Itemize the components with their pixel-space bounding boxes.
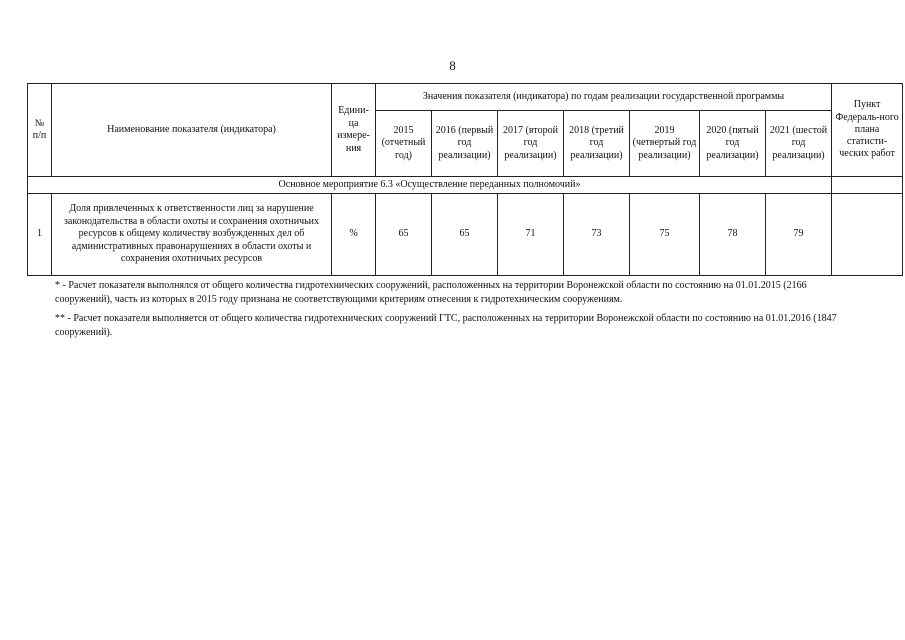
header-year-2016: 2016 (первый год реализации) bbox=[432, 111, 498, 177]
header-year-2018: 2018 (третий год реализации) bbox=[564, 111, 630, 177]
row-value-2017: 71 bbox=[498, 194, 564, 276]
row-unit: % bbox=[332, 194, 376, 276]
header-num: № п/п bbox=[28, 84, 52, 177]
row-stat-plan bbox=[832, 194, 903, 276]
row-value-2018: 73 bbox=[564, 194, 630, 276]
table-row bbox=[28, 194, 903, 276]
header-name: Наименование показателя (индикатора) bbox=[52, 84, 332, 177]
row-value-2016: 65 bbox=[432, 194, 498, 276]
section-title: Основное мероприятие 6.3 «Осуществление переданных полномочий» bbox=[28, 177, 832, 194]
header-values-group: Значения показателя (индикатора) по годам реализации государственной программы bbox=[376, 84, 832, 111]
footnote-1: * - Расчет показателя выполнялся от общего количества гидротехнических сооружений, расположенных на территории Воронежской области по состоянию на 01.01.2015 (2166 сооружений), часть из которых в 2015 году признана не соответствующими критериям отнесения к гидротехническим сооружениям. bbox=[55, 280, 807, 305]
row-indicator-name: Доля привлеченных к ответственности лиц за нарушение законодательства в области охоты и сохранения охотничьих ресурсов к общему количеству возбужденных дел об административных правонарушениях в области охоты и сохранения охотничьих ресурсов bbox=[52, 194, 332, 276]
footnote-2: ** - Расчет показателя выполняется от общего количества гидротехнических сооружений ГТС, расположенных на территории Воронежской области по состоянию на 01.01.2016 (1847 сооружений). bbox=[55, 313, 837, 338]
row-value-2019: 75 bbox=[630, 194, 700, 276]
row-value-2020: 78 bbox=[700, 194, 766, 276]
header-unit: Едини-ца измере-ния bbox=[332, 84, 376, 177]
header-row-1 bbox=[28, 84, 903, 111]
header-year-2015: 2015 (отчетный год) bbox=[376, 111, 432, 177]
header-year-2020: 2020 (пятый год реализации) bbox=[700, 111, 766, 177]
page-number: 8 bbox=[449, 58, 456, 73]
section-row bbox=[28, 177, 903, 194]
header-year-2021: 2021 (шестой год реализации) bbox=[766, 111, 832, 177]
header-stat-plan: Пункт Федераль-ного плана статисти-ческих работ bbox=[832, 84, 903, 177]
row-num: 1 bbox=[28, 194, 52, 276]
header-year-2019: 2019 (четвертый год реализации) bbox=[630, 111, 700, 177]
section-empty-cell bbox=[832, 177, 903, 194]
row-value-2021: 79 bbox=[766, 194, 832, 276]
indicators-table bbox=[27, 83, 903, 276]
header-year-2017: 2017 (второй год реализации) bbox=[498, 111, 564, 177]
row-value-2015: 65 bbox=[376, 194, 432, 276]
